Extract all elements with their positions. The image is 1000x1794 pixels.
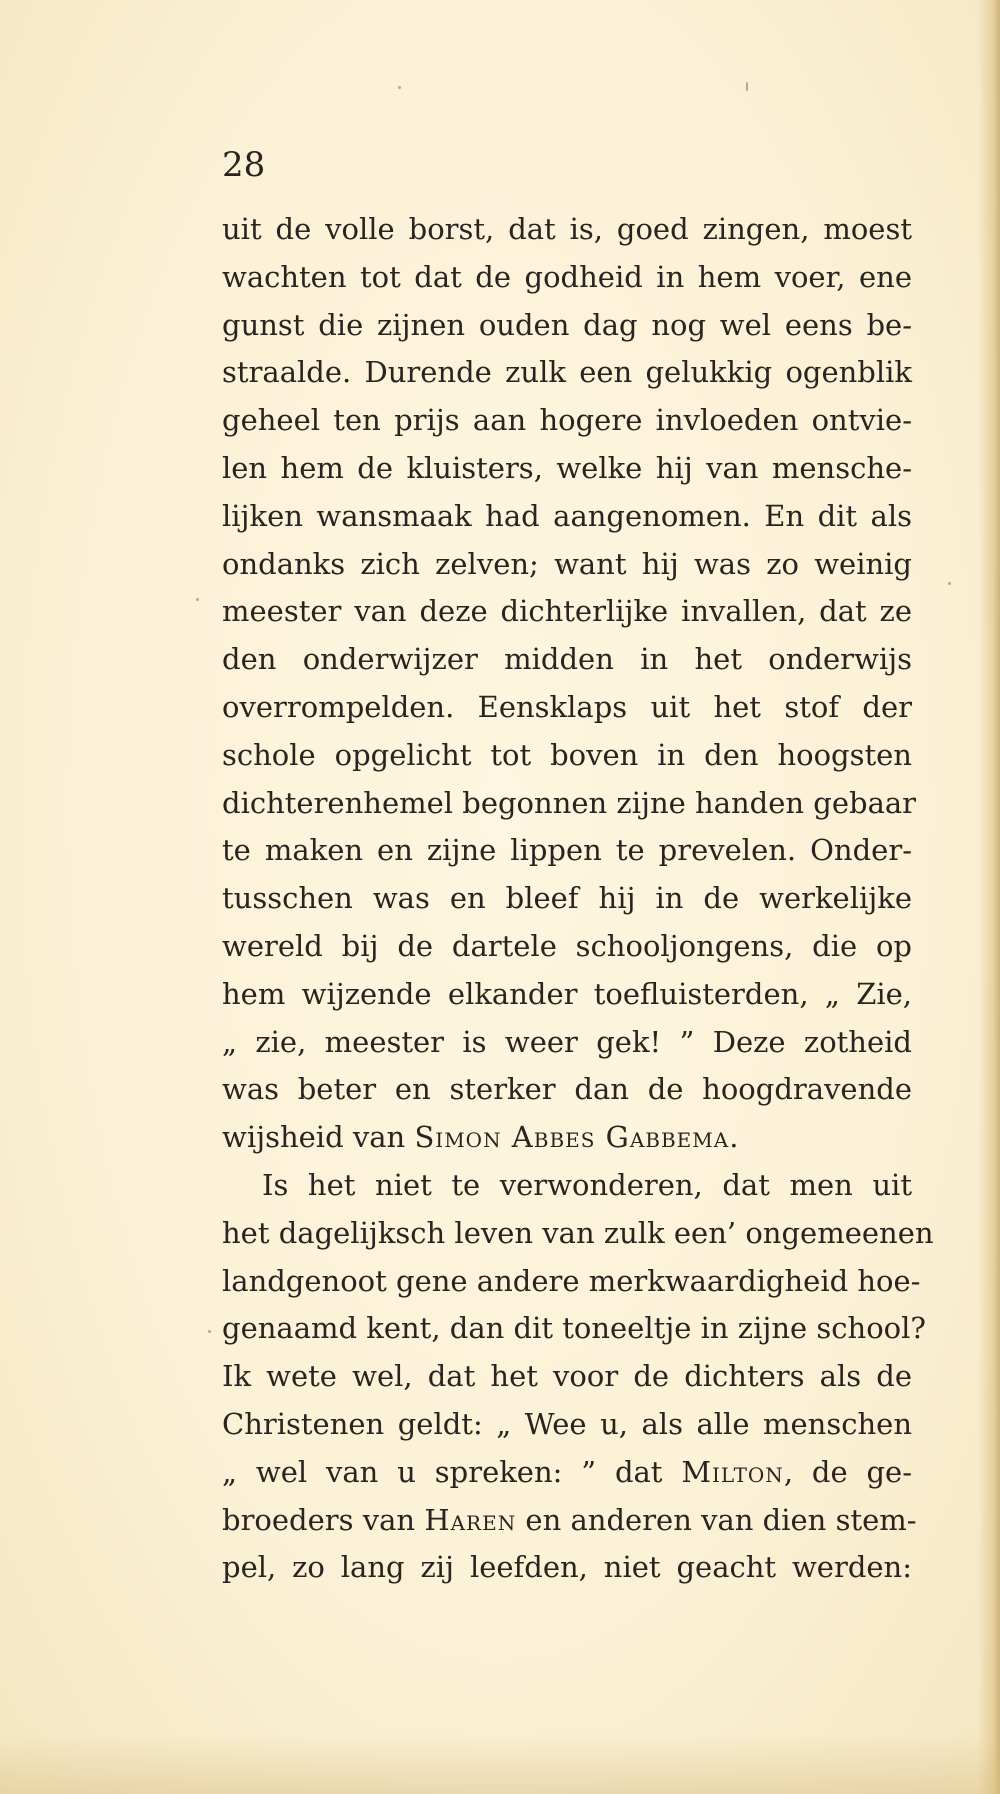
text-line: landgenoot gene andere merkwaardigheid hoe- xyxy=(222,1263,921,1298)
text-line: gunst die zijnen ouden dag nog wel eens be- xyxy=(222,307,912,342)
text-line: was beter en sterker dan de hoogdravende xyxy=(222,1072,912,1107)
text-fragment: broeders van xyxy=(222,1502,425,1537)
text-line: geheel ten prijs aan hogere invloeden ontvie- xyxy=(222,403,912,438)
text-line: overrompelden. Eensklaps uit het stof der xyxy=(222,689,912,724)
author-name: Simon Abbes Gabbema xyxy=(414,1120,730,1155)
text-line: Ik wete wel, dat het voor de dichters als de xyxy=(222,1359,912,1394)
text-line: Christenen geldt: „ Wee u, als alle menschen xyxy=(222,1406,912,1441)
text-line: len hem de kluisters, welke hij van mensche- xyxy=(222,450,912,485)
text-line: straalde. Durende zulk een gelukkig ogenblik xyxy=(222,355,912,390)
text-fragment: . xyxy=(729,1120,739,1155)
page-edge-shadow xyxy=(978,0,1000,1794)
text-line: Is het niet te verwonderen, dat men uit xyxy=(262,1167,912,1202)
text-line: den onderwijzer midden in het onderwijs xyxy=(222,642,912,677)
text-line: pel, zo lang zij leefden, niet geacht werden: xyxy=(222,1550,912,1585)
text-line: uit de volle borst, dat is, goed zingen, moest xyxy=(222,212,912,246)
page-bottom-shadow xyxy=(0,1734,1000,1794)
paper-speck xyxy=(746,82,748,91)
page-number: 28 xyxy=(222,145,266,185)
text-fragment: , de ge- xyxy=(783,1454,913,1489)
text-line: het dagelijksch leven van zulk een’ ongemeenen xyxy=(222,1215,934,1250)
text-line xyxy=(222,1449,912,1497)
text-line: te maken en zijne lippen te prevelen. Onder- xyxy=(222,833,912,868)
text-line: meester van deze dichterlijke invallen, dat ze xyxy=(222,594,912,629)
text-line: hem wijzende elkander toefluisterden, „ Zie, xyxy=(222,976,912,1011)
author-name: Milton xyxy=(681,1454,784,1489)
text-line: wereld bij de dartele schooljongens, die op xyxy=(222,928,912,963)
text-fragment: wijsheid van xyxy=(222,1120,415,1155)
paper-speck xyxy=(948,582,951,585)
text-line xyxy=(222,1114,912,1162)
text-line xyxy=(222,1497,917,1545)
paper-speck xyxy=(196,598,199,601)
paper-speck xyxy=(398,86,401,89)
text-line: wachten tot dat de godheid in hem voer, ene xyxy=(222,259,912,294)
author-name: Haren xyxy=(424,1502,517,1537)
text-fragment: „ wel van u spreken: ” dat xyxy=(222,1454,682,1489)
text-line: ondanks zich zelven; want hij was zo weinig xyxy=(222,546,912,581)
text-line: lijken wansmaak had aangenomen. En dit als xyxy=(222,498,912,533)
text-line: „ zie, meester is weer gek! ” Deze zotheid xyxy=(222,1024,912,1059)
body-text xyxy=(222,206,934,1592)
text-fragment: en anderen van dien stem- xyxy=(516,1502,917,1537)
text-line: dichterenhemel begonnen zijne handen gebaar xyxy=(222,785,917,820)
text-line: schole opgelicht tot boven in den hoogsten xyxy=(222,737,912,772)
paper-speck xyxy=(208,1330,211,1333)
text-line: tusschen was en bleef hij in de werkelijke xyxy=(222,881,912,916)
text-line: genaamd kent, dan dit toneeltje in zijne school? xyxy=(222,1311,926,1346)
